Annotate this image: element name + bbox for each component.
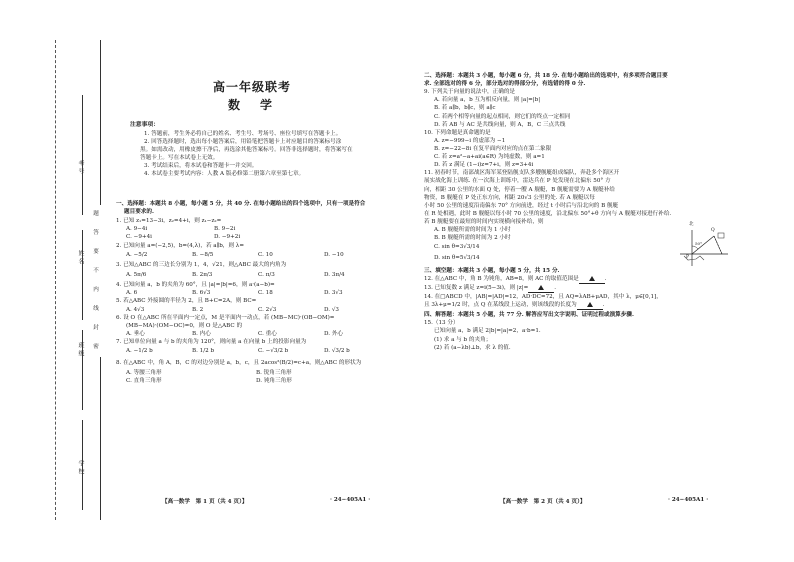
question-9 [424,88,724,129]
question-part: (2) 若 (a−λb)⊥b，求 λ 的值. [434,344,511,351]
question-stem: 4. 已知向量 a，b 的夹角为 60°，且 |a|=|b|=6，则 a·(a−b)= [116,282,275,289]
school-field[interactable] [82,420,83,510]
option-c[interactable]: C. −√3/2 b [258,348,289,355]
option-a[interactable]: A. z=−999−i 的虚部为 −1 [434,137,506,144]
option-c[interactable]: C. −9+4i [126,234,152,241]
name-field[interactable] [82,230,83,320]
option-b[interactable]: B. 6√3 [192,290,211,297]
question-stem: 在 R 处相遇，此时 B 舰艇以每小时 70 公里的速度，沿北偏东 50°+θ 方向与 A 舰艇对接进行补给. [424,210,672,217]
question-12: 12. 在△ABC 中，角 B 为钝角，AB=8，则 AC 的取值范围是 . [424,275,724,284]
fig-label-north: 北 [689,222,694,227]
seal-char: 封 [93,325,99,331]
question-stem: 13. 已知复数 z 满足 z=i(5−3i)，则 |z|= [424,284,529,291]
section-4-heading: 四、解答题：本题共 5 小题，共 77 分. 解答应写出文字说明、证明过程或演算步骤. [424,312,634,319]
question-stem: 向，相距 30 公里的水面 Q 处，停着一艘 A 舰艇，B 舰艇需要为 A 舰艇补给 [424,186,615,193]
option-d[interactable]: D. 钝角三角形 [256,378,292,385]
question-2 [116,242,406,262]
question-stem: 9. 下列关于向量的说法中，正确的是 [424,89,516,96]
exam-title: 高一年级联考 [213,80,292,94]
option-d[interactable]: D. −9+2i [214,234,241,241]
notice-item: 1. 答题前，考生务必将自己的姓名、考生号、考场号、座位号填写在答题卡上。 [144,130,342,137]
notice-item: 答题卡上。写在本试卷上无效。 [140,155,219,162]
seal-char: 不 [93,268,99,274]
option-c[interactable]: C. π/3 [258,271,275,278]
answer-blank[interactable] [579,275,605,284]
triangle-icon [589,276,595,281]
option-a[interactable]: A. −5/2 [126,251,148,258]
fig-label-p: P [686,255,690,260]
option-b[interactable]: B. −8/5 [192,251,214,258]
question-stem: 10. 下列命题是真命题的是 [424,129,491,136]
option-c[interactable]: C. 直角三角形 [126,378,162,385]
footer-left-code: · 24−405A1 · [330,497,371,503]
question-4 [116,281,406,297]
question-part: (1) 求 a 与 b 的夹角； [434,336,492,343]
option-d[interactable]: D. 若 z 满足 (1−i)z=7+i，则 z=3+4i [434,162,534,169]
fig-label-q: Q [711,228,715,233]
option-c[interactable]: C. 重心 [258,330,277,337]
q11-figure [678,222,730,272]
option-a[interactable]: A. 4√3 [126,306,145,313]
option-b[interactable]: B. 9−2i [214,226,236,233]
option-c[interactable]: C. 若两个相等向量的起点相同，则它们的终点一定相同 [434,113,571,120]
notice-heading: 注意事项： [130,122,159,128]
option-c[interactable]: C. sin θ=3√3/14 [434,244,480,251]
option-a[interactable]: A. 若向量 a，b 互为相反向量，则 |a|=|b| [434,97,541,104]
question-stem: 7. 已知单位向量 a 与 b 的夹角为 120°，则向量 a 在向量 b 上的投影向量为 [116,339,307,345]
binding-dash-line [55,40,56,520]
triangle-icon [587,302,593,307]
question-10 [424,129,724,170]
question-stem: 且 3λ+μ=1/2 时，点 Q 在某线段上运动，则该线段的长度为 [424,302,577,309]
question-14-cont: 且 3λ+μ=1/2 时，点 Q 在某线段上运动，则该线段的长度为 . [424,301,724,310]
option-d[interactable]: D. 3√3 [324,290,343,297]
question-11 [424,169,682,210]
section-1-heading: 一、选择题：本题共 8 小题，每小题 5 分，共 40 分. 在每小题给出的四个选项中，只有一项是符合 [116,201,366,207]
option-b[interactable]: B. 锐角三角形 [256,370,292,377]
option-c[interactable]: C. 18 [258,290,273,297]
option-a[interactable]: A. 等腰三角形 [126,370,162,377]
question-8 [116,358,406,385]
option-a[interactable]: A. 5π/6 [126,271,147,278]
section-1-heading-cont: 题目要求的. [124,209,154,216]
question-stem: 5. 若△ABC 外接圆的半径为 2，且 B+C=2A，则 BC= [116,298,257,305]
option-b[interactable]: B. 内心 [192,330,211,337]
class-field[interactable] [82,330,83,410]
option-b[interactable]: B. B 舰艇所需的时间为 2 小时 [434,235,511,242]
option-b[interactable]: B. z=−22−8i 在复平面内对应的点在第二象限 [434,145,552,152]
question-stem: 1. 已知 z₁=13−3i，z₂=4+i，则 z₁−z₂= [116,218,222,225]
exam-subject: 数 学 [228,98,277,112]
section-1 [116,200,406,385]
notice-item: 3. 考试结束后，将本试卷和答题卡一并交回。 [144,163,258,170]
seal-char: 题 [93,211,99,217]
option-a[interactable]: A. 垂心 [126,330,145,337]
option-a[interactable]: A. 6 [126,290,138,297]
option-a[interactable]: A. 9−4i [126,226,148,233]
option-b[interactable]: B. 2 [192,306,204,313]
option-d[interactable]: D. 若 AB 与 AC 是共线向量，则 A，B，C 三点共线 [434,121,566,128]
triangle-icon [538,285,544,290]
question-13: 13. 已知复数 z 满足 z=i(5−3i)，则 |z|= . [424,284,724,293]
option-d[interactable]: D. −10 [324,251,344,258]
seal-text [91,205,101,357]
question-1 [116,217,406,241]
question-stem: 已知向量 a，b 满足 2|b|=|a|=2，a·b=1. [434,328,541,335]
class-label: 班级 [77,342,84,358]
footer-left-page: 【高一数学 第 1 页（共 4 页）】 [162,499,248,505]
answer-blank[interactable] [528,284,554,293]
footer-right-code: · 24−405A1 · [668,497,709,503]
question-stem: 若 B 舰艇要在最短的时间内实现横向接补给，则 [424,218,544,225]
question-stem: 展实战化海上训练. 在一次海上训练中，雷达兵在 P 处发现在北偏东 50° 方 [424,178,611,185]
option-d[interactable]: D. 3π/4 [324,271,345,278]
seal-char: 线 [93,306,99,312]
fig-label-angle: 50° [695,241,703,246]
option-c[interactable]: C. 10 [258,251,273,258]
question-stem: 14. 在□ABCD 中，|AB|=|AD|=12，AD·DC=72，且 AQ=λAB+μAD，其中 λ，μ∈[0,1]， [424,294,662,300]
question-stem: 15.（13 分） [424,320,459,327]
question-14 [424,293,724,301]
option-d[interactable]: D. sin θ=5√3/14 [434,255,480,262]
seal-char: 要 [93,249,99,255]
option-b[interactable]: B. 若 a∥b，b∥c，则 a∥c [434,105,496,112]
notice-item: 黑。如需改动，用橡皮擦干净后，再选涂其他答案标号。回答非选择题时，将答案写在 [140,146,353,153]
question-stem: 物资，B 舰艇在 P 处正东方向，相距 20√3 公里的处. 若 A 舰艇以每 [424,194,595,201]
school-label: 学校 [77,460,84,476]
navigation-diagram-icon [678,226,730,272]
question-stem: 6. 设 O 在△ABC 所在平面内一定点，M 是平面内一动点，若 (MB−MC)·(OB−OM)= [116,314,335,321]
question-15 [424,319,724,351]
option-a[interactable]: A. −1/2 b [126,348,153,355]
seal-char: 密 [93,344,99,350]
option-b[interactable]: B. 1/2 b [192,348,215,355]
notice-item: 4. 本试卷主要考试内容：人教 A 版必修第二册第六章至第七章。 [144,171,305,178]
question-6 [116,314,406,338]
question-stem: 11. 初春时节，南部战区海军某登陆舰支队多艘舰艇组成编队，奔赴多个海区开 [424,170,620,177]
notice-block [130,121,353,178]
section-2-heading: 二、选择题：本题共 3 小题，每小题 6 分，共 18 分. 在每小题给出的选项中，有多项符合题目要 [424,73,668,79]
question-7 [116,338,406,358]
option-c[interactable]: C. 若 z=a²−a+ai(a∈R) 为纯虚数，则 a=1 [434,154,545,161]
section-3-heading: 三、填空题：本题共 3 小题，每小题 5 分，共 15 分. [424,267,560,274]
question-stem: 12. 在△ABC 中，角 B 为钝角，AB=8，则 AC 的取值范围是 [424,275,579,282]
seal-char: 答 [93,230,99,236]
question-stem: 小时 50 公里的速度沿南偏东 70° 方向前进，经过 t 小时后与沿北向的 B 舰艇 [424,202,619,209]
exam-no-field[interactable] [82,95,83,215]
question-stem: 3. 已知△ABC 的三边长分别为 1，4，√21，则△ABC 最大的内角为 [116,262,287,269]
question-stem-cont: (MB−MA)·(OM−OC)=0，则 O 是△ABC 的 [126,322,243,329]
question-5 [116,297,406,313]
exam-no-label: 考号 [77,160,84,176]
option-c[interactable]: C. 2√3 [258,306,277,313]
seal-char: 内 [93,287,99,293]
option-d[interactable]: D. √3/2 b [324,348,350,355]
question-3 [116,261,406,281]
option-d[interactable]: D. 外心 [324,330,344,337]
answer-blank[interactable] [577,301,603,310]
option-a[interactable]: A. B 舰艇所需的时间为 1 小时 [434,227,511,234]
section-2-heading-cont: 求. 全部选对的得 6 分，部分选对的得部分分，有选错的得 0 分. [424,81,586,88]
section-2 [424,72,724,352]
question-stem: 2. 已知向量 a=(−2,5)，b=(4,λ)，若 a∥b，则 λ= [116,242,245,249]
footer-right-page: 【高一数学 第 2 页（共 4 页）】 [500,499,586,505]
question-stem: 8. 在△ABC 中，角 A，B，C 的对边分别是 a，b，c，且 2acos²(B/2)=c+a，则△ABC 的形状为 [116,359,362,366]
name-label: 姓名 [77,250,84,266]
notice-item: 2. 回答选择题时，选出每小题答案后，用铅笔把答题卡上对应题目的答案标号涂 [144,138,342,145]
option-b[interactable]: B. 2π/3 [192,271,213,278]
option-d[interactable]: D. √3 [324,306,339,313]
